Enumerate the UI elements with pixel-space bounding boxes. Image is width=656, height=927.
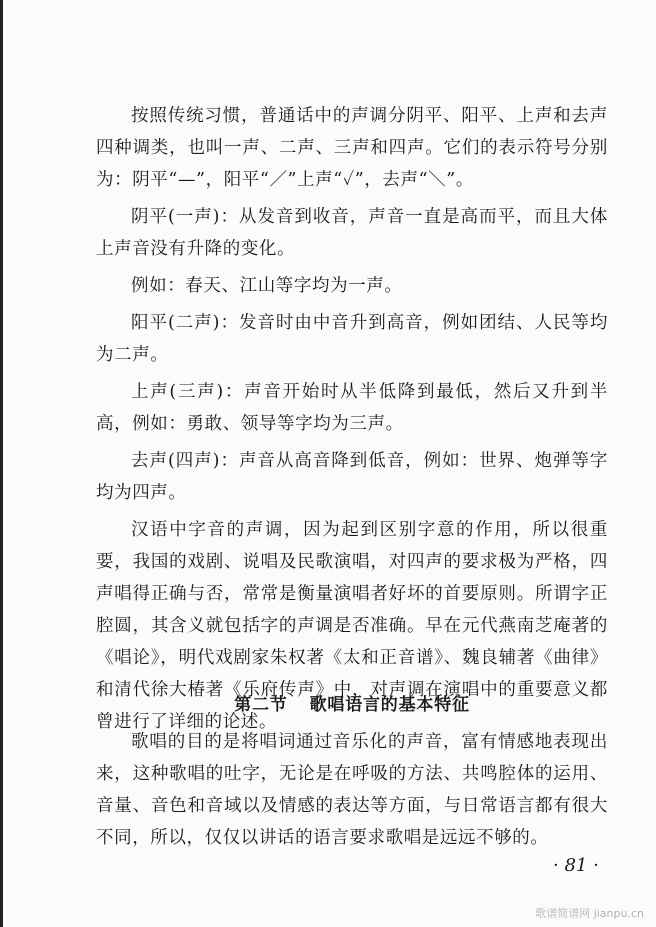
paragraph-tone-overview: 按照传统习惯，普通话中的声调分阴平、阳平、上声和去声四种调类，也叫一声、二声、三声和四声。它们的表示符号分别为：阴平“—”，阳平“／”上声“✓”，去声“＼”。 — [96, 106, 608, 190]
paragraph-first-tone-example: 例如：春天、江山等字均为一声。 — [131, 276, 403, 296]
paragraph-first-tone: 阴平(一声)：从发音到收音，声音一直是高而平，而且大体上声音没有升降的变化。 — [96, 207, 608, 259]
paragraph-second-tone: 阳平(二声)：发音时由中音升到高音，例如团结、人民等均为二声。 — [96, 313, 608, 365]
paragraph-singing-language: 歌唱的目的是将唱词通过音乐化的声音，富有情感地表现出来，这种歌唱的吐字，无论是在呼吸的方法、共鸣腔体的运用、音量、音色和音域以及情感的表达等方面，与日常语言都有很大不同，所以，仅仅以讲话的语言要求歌唱是远远不够的。 — [96, 732, 608, 848]
scan-edge — [0, 0, 3, 927]
paragraph-fourth-tone: 去声(四声)：声音从高音降到低音，例如：世界、炮弹等字均为四声。 — [96, 451, 608, 503]
paragraph-third-tone: 上声(三声)：声音开始时从半低降到最低，然后又升到半高，例如：勇敢、领导等字均为三声。 — [96, 382, 608, 434]
section-number: 第二节 — [234, 695, 288, 715]
page-number: · 81 · — [553, 855, 599, 876]
section-heading — [96, 690, 608, 715]
site-watermark: 歌谱简谱网 jianpu.cn — [535, 907, 644, 920]
section-title: 歌唱语言的基本特征 — [309, 695, 470, 715]
body-text-lower — [96, 726, 608, 854]
paragraph-tone-importance: 汉语中字音的声调，因为起到区别字意的作用，所以很重要，我国的戏剧、说唱及民歌演唱，对四声的要求极为严格，四声唱得正确与否，常常是衡量演唱者好坏的首要原则。所谓字正腔圆，其含义就包括字的声调是否准确。早在元代燕南芝庵著的《唱论》，明代戏剧家朱权著《太和正音谱》、魏良辅著《曲律》和清代徐大椿著《乐府传声》中，对声调在演唱中的重要意义都曾进行了详细的论述。 — [96, 520, 608, 732]
body-text-upper — [96, 100, 608, 738]
